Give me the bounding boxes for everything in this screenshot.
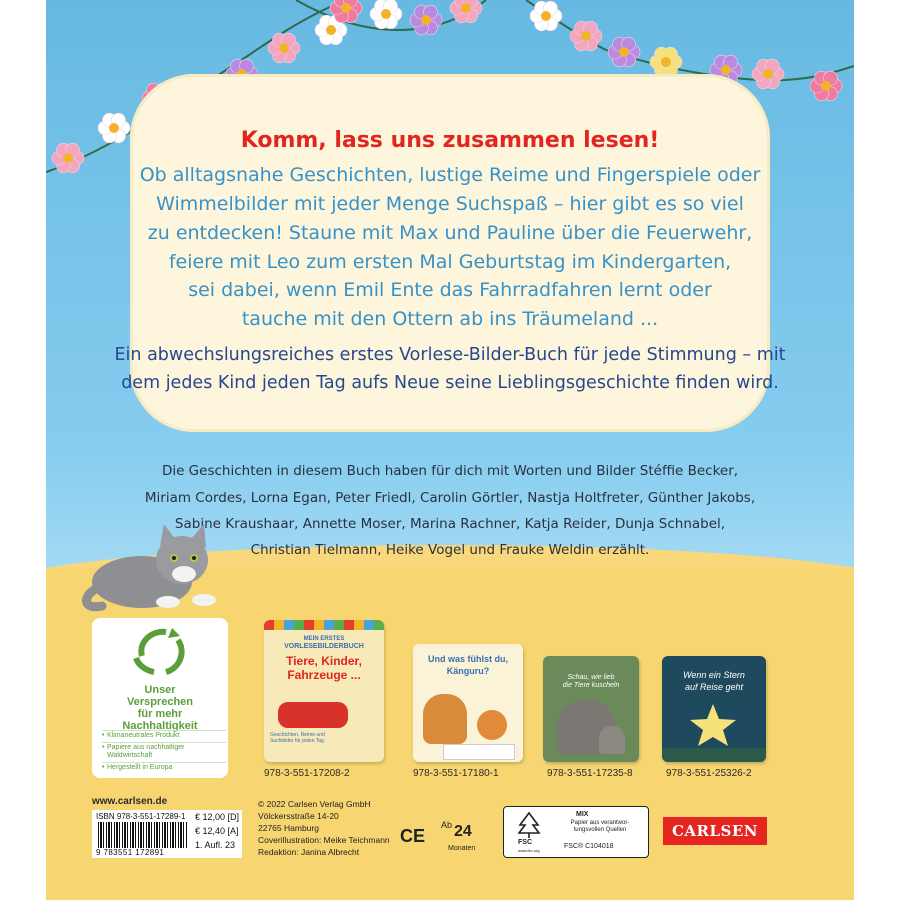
- flower-icon: [608, 37, 640, 67]
- fsc-label: [503, 806, 649, 858]
- sustainability-title: [92, 684, 228, 732]
- flower-icon: [752, 59, 784, 89]
- fsc-logo-text: FSC: [518, 839, 532, 846]
- star-illustration: [688, 702, 738, 748]
- flower-icon: [530, 1, 562, 31]
- barcode-digits: 9 783551 172891: [96, 848, 165, 857]
- flower-icon: [410, 5, 442, 35]
- kangaroo-illustration: [423, 694, 467, 744]
- credits-line: Christian Tielmann, Heike Vogel und Frauke Weldin erzählt.: [250, 542, 650, 558]
- book-cover-4[interactable]: [662, 656, 766, 762]
- summary-line: dem jedes Kind jeden Tag aufs Neue seine Lieblingsgeschichte finden wird.: [121, 373, 779, 393]
- fox-illustration: [477, 710, 507, 740]
- sustainability-title-line: Nachhaltigkeit: [122, 720, 198, 732]
- fsc-description-line: tungsvollen Quellen: [573, 827, 627, 833]
- imprint-line: © 2022 Carlsen Verlag GmbH: [258, 799, 371, 809]
- sustainability-item: • Hergestellt in Europa: [102, 762, 226, 774]
- book-1-title: Tiere, Kinder,: [286, 654, 362, 668]
- age-prefix: Ab: [441, 820, 453, 830]
- red-car-illustration: [278, 702, 348, 728]
- fsc-description-line: Papier aus verantwor-: [570, 820, 630, 826]
- credits-line: Miriam Cordes, Lorna Egan, Peter Friedl, Carolin Görtler, Nastja Holtfreter, Günther Jakobs,: [144, 490, 756, 506]
- book-3-title: die Tiere kuscheln: [562, 682, 620, 689]
- fsc-url: www.fsc.org: [518, 848, 540, 853]
- sustainability-title-line: Unser: [144, 684, 176, 696]
- flower-icon: [370, 0, 402, 29]
- picture-cards: [443, 744, 515, 760]
- book-cover-1[interactable]: [264, 620, 384, 762]
- sustainability-item: • Klimaneutrales Produkt: [102, 730, 226, 742]
- credits-line: Sabine Kraushaar, Annette Moser, Marina Rachner, Katja Reider, Dunja Schnabel,: [174, 516, 726, 532]
- book-4-title: Wenn ein Stern: [683, 670, 745, 680]
- intro-line: tauche mit den Ottern ab ins Träumeland ...: [241, 308, 659, 330]
- fsc-code: FSC® C104018: [564, 843, 614, 850]
- flower-icon: [570, 21, 602, 51]
- fsc-description: [558, 820, 642, 834]
- book-cover-3[interactable]: [543, 656, 639, 762]
- credits-line: Die Geschichten in diesem Buch haben für dich mit Worten und Bilder Stéffie Becker,: [161, 463, 739, 479]
- baby-elephant-illustration: [599, 726, 625, 754]
- sustainability-box: [92, 618, 228, 778]
- book-1-title: Fahrzeuge ...: [287, 668, 361, 682]
- intro-line: zu entdecken! Staune mit Max und Pauline über die Feuerwehr,: [147, 222, 753, 244]
- sustainability-title-line: Versprechen: [126, 696, 194, 708]
- sustainability-item: • Papiere aus nachhaltiger Waldwirtschaft: [102, 742, 226, 762]
- imprint-line: Coverillustration: Meike Teichmann: [258, 835, 390, 845]
- sustainability-title-line: für mehr: [137, 708, 183, 720]
- ce-mark: CE: [400, 826, 426, 846]
- bunting-flags: [264, 620, 384, 630]
- intro-line: sei dabei, wenn Emil Ente das Fahrradfahren lernt oder: [188, 279, 712, 301]
- book-2-title: Und was fühlst du,: [428, 654, 508, 664]
- summary-line: Ein abwechslungsreiches erstes Vorlese-Bilder-Buch für jede Stimmung – mit: [114, 345, 786, 365]
- isbn-label: ISBN 978-3-551-17289-1: [96, 812, 186, 821]
- headline: Komm, lass uns zusammen lesen!: [240, 128, 660, 153]
- book-1-series: MEIN ERSTES: [303, 636, 345, 642]
- book-isbn: 978-3-551-17180-1: [413, 768, 499, 779]
- price-germany: € 12,00 [D]: [195, 812, 240, 822]
- book-isbn: 978-3-551-17208-2: [264, 768, 350, 779]
- fsc-mix: MIX: [576, 811, 589, 818]
- sustainability-list: [102, 730, 226, 773]
- barcode-bars: [98, 822, 188, 848]
- age-number: 24: [454, 823, 472, 840]
- book-4-title: auf Reise geht: [684, 682, 744, 692]
- recycle-leaf-icon: [128, 626, 192, 680]
- book-cover-2[interactable]: [413, 644, 523, 762]
- edition: 1. Aufl. 23: [195, 840, 236, 850]
- age-unit: Monaten: [448, 845, 476, 852]
- intro-line: feiere mit Leo zum ersten Mal Geburtstag im Kindergarten,: [168, 251, 732, 273]
- book-3-title: Schau, wie lieb: [567, 674, 615, 681]
- cat-illustration: [72, 520, 232, 612]
- fsc-tree-icon: [516, 811, 542, 839]
- intro-line: Wimmelbilder mit jeder Menge Suchspaß – hier gibt es so viel: [156, 193, 744, 215]
- book-back-cover: [46, 0, 854, 900]
- website-url[interactable]: www.carlsen.de: [92, 796, 168, 807]
- intro-line: Ob alltagsnahe Geschichten, lustige Reime und Fingerspiele oder: [139, 164, 761, 186]
- flower-icon: [268, 33, 300, 63]
- flower-icon: [650, 47, 682, 77]
- flower-icon: [810, 71, 842, 101]
- imprint-line: Völckersstraße 14-20: [258, 811, 339, 821]
- price-austria: € 12,40 [A]: [195, 826, 239, 836]
- book-2-title: Känguru?: [446, 666, 490, 676]
- imprint-line: 22765 Hamburg: [258, 823, 319, 833]
- imprint-line: Redaktion: Janina Albrecht: [258, 847, 360, 857]
- book-isbn: 978-3-551-17235-8: [547, 768, 633, 779]
- publisher-logo: CARLSEN: [663, 817, 767, 845]
- book-1-subtitle: Geschichten, Reime und Suchbilder für jeden Tag: [270, 732, 325, 744]
- book-1-series-sub: VORLESEBILDERBUCH: [284, 643, 364, 650]
- book-isbn: 978-3-551-25326-2: [666, 768, 752, 779]
- meadow-strip: [662, 748, 766, 762]
